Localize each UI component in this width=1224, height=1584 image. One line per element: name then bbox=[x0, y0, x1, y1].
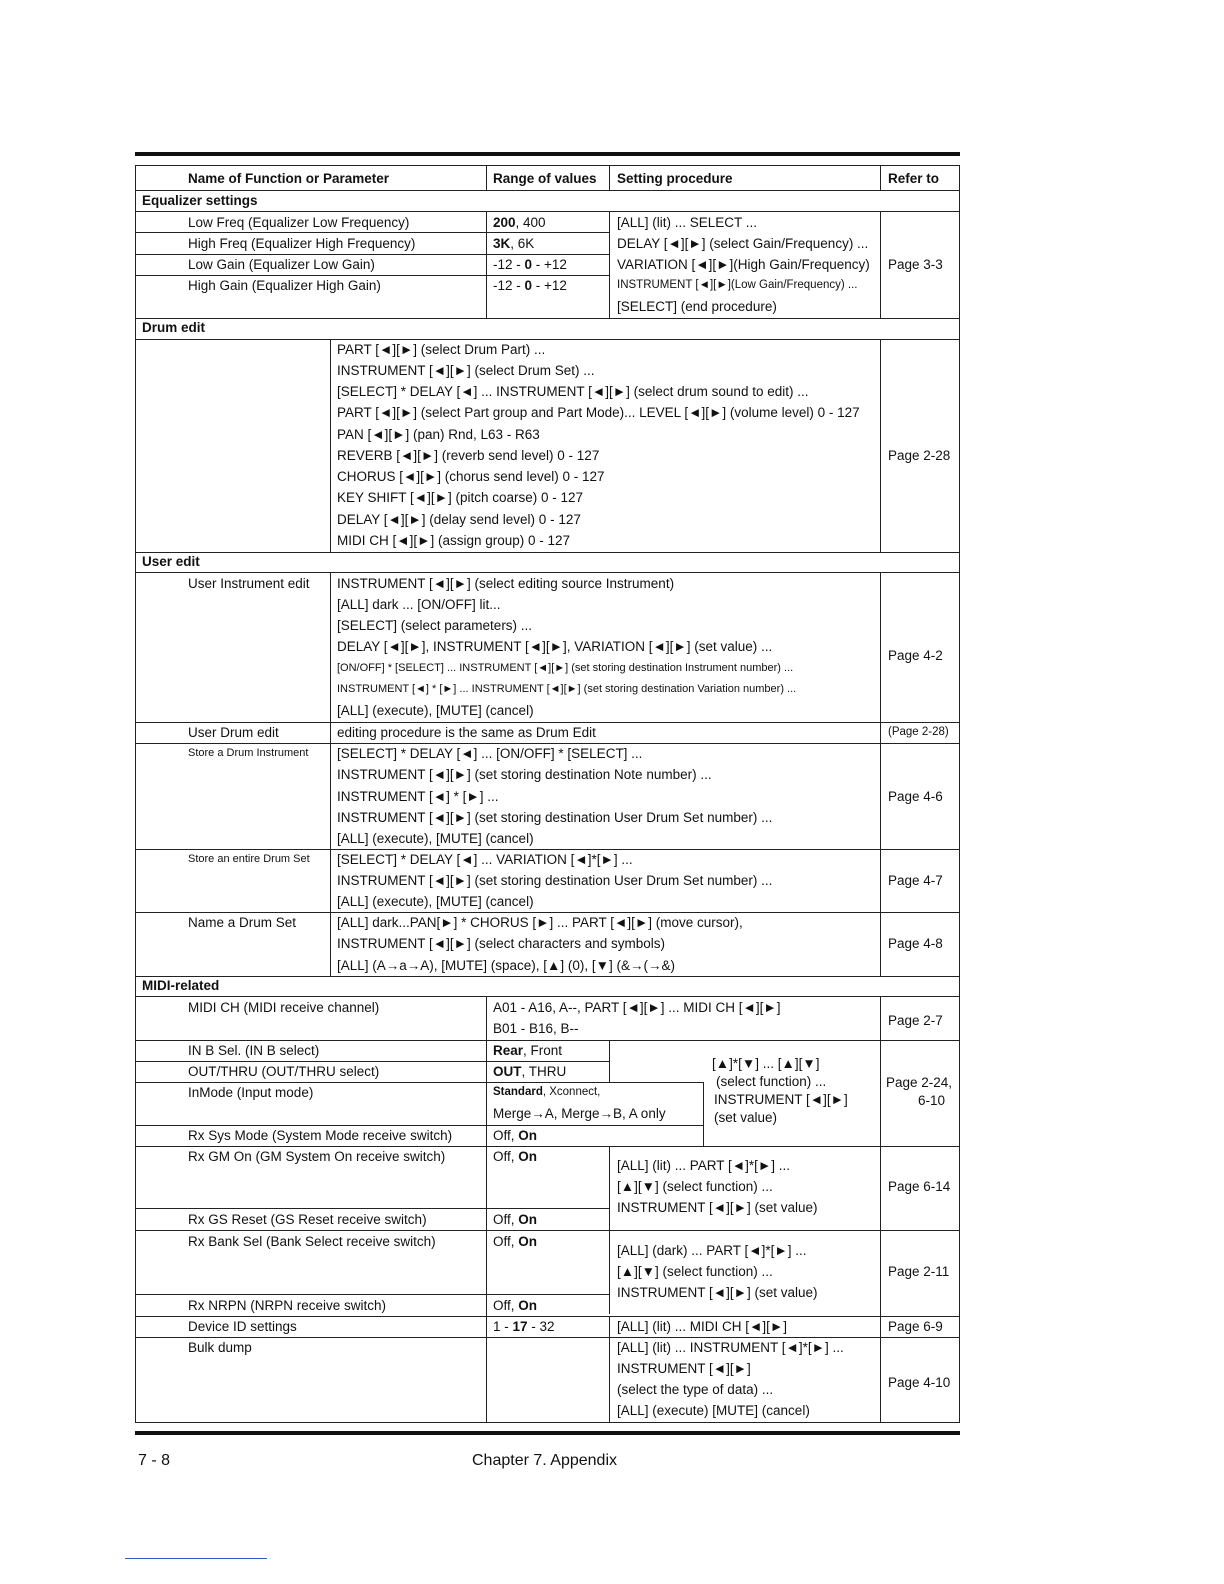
eq-setting-2: DELAY [◄][►] (select Gain/Frequency) ... bbox=[617, 236, 869, 251]
chapter-title: Chapter 7. Appendix bbox=[472, 1452, 617, 1469]
midi-ch-line-2: B01 - B16, B-- bbox=[493, 1021, 579, 1036]
rx-bank-name: Rx Bank Sel (Bank Select receive switch) bbox=[188, 1234, 436, 1249]
inmode-range-2: Merge→A, Merge→B, A only bbox=[493, 1106, 666, 1121]
drum-line-5: PAN [◄][►] (pan) Rnd, L63 - R63 bbox=[337, 427, 540, 442]
eq-high-gain-range: -12 - 0 - +12 bbox=[493, 278, 567, 293]
device-id-setting: [ALL] (lit) ... MIDI CH [◄][►] bbox=[617, 1319, 787, 1334]
header-ref: Refer to bbox=[888, 171, 940, 186]
bottom-rule bbox=[135, 1431, 960, 1435]
user-instr-line-3: [SELECT] (select parameters) ... bbox=[337, 618, 533, 633]
eq-high-freq-range: 3K, 6K bbox=[493, 236, 535, 251]
user-instr-line-1: INSTRUMENT [◄][►] (select editing source Instrument) bbox=[337, 576, 675, 591]
group3-setting-3: INSTRUMENT [◄][►] (set value) bbox=[617, 1285, 818, 1300]
group1-ref-1: Page 2-24, bbox=[886, 1075, 953, 1090]
group1-ref-2: 6-10 bbox=[918, 1093, 946, 1108]
eq-high-freq: High Freq (Equalizer High Frequency) bbox=[188, 236, 416, 251]
bulk-name: Bulk dump bbox=[188, 1340, 252, 1355]
group1-setting-1: [▲]*[▼] ... [▲][▼] bbox=[712, 1056, 820, 1071]
device-id-name: Device ID settings bbox=[188, 1319, 297, 1334]
bulk-line-4: [ALL] (execute) [MUTE] (cancel) bbox=[617, 1403, 810, 1418]
drum-line-4: PART [◄][►] (select Part group and Part Mode)... LEVEL [◄][►] (volume level) 0 - 127 bbox=[337, 405, 860, 420]
name-drum-set-line-3: [ALL] (A→a→A), [MUTE] (space), [▲] (0), [▼] (&→(→&) bbox=[337, 958, 676, 973]
drum-line-3: [SELECT] * DELAY [◄] ... INSTRUMENT [◄][►] (select drum sound to edit) ... bbox=[337, 384, 809, 399]
drum-line-10: MIDI CH [◄][►] (assign group) 0 - 127 bbox=[337, 533, 571, 548]
group1-setting-2: (select function) ... bbox=[716, 1074, 827, 1089]
drum-line-8: KEY SHIFT [◄][►] (pitch coarse) 0 - 127 bbox=[337, 490, 584, 505]
rx-gs-name: Rx GS Reset (GS Reset receive switch) bbox=[188, 1212, 427, 1227]
eq-high-gain: High Gain (Equalizer High Gain) bbox=[188, 278, 381, 293]
user-drum-name: User Drum edit bbox=[188, 725, 279, 740]
drum-ref: Page 2-28 bbox=[888, 448, 951, 463]
rx-gm-range: Off, On bbox=[493, 1149, 538, 1164]
user-instr-line-7: [ALL] (execute), [MUTE] (cancel) bbox=[337, 703, 534, 718]
rx-sys-name: Rx Sys Mode (System Mode receive switch) bbox=[188, 1128, 453, 1143]
section-equalizer: Equalizer settings bbox=[142, 193, 258, 208]
rx-gm-name: Rx GM On (GM System On receive switch) bbox=[188, 1149, 446, 1164]
inmode-name: InMode (Input mode) bbox=[188, 1085, 314, 1100]
drum-line-7: CHORUS [◄][►] (chorus send level) 0 - 127 bbox=[337, 469, 605, 484]
out-thru-name: OUT/THRU (OUT/THRU select) bbox=[188, 1064, 380, 1079]
group1-setting-3: INSTRUMENT [◄][►] bbox=[714, 1092, 848, 1107]
bulk-line-1: [ALL] (lit) ... INSTRUMENT [◄]*[►] ... bbox=[617, 1340, 844, 1355]
header-setting: Setting procedure bbox=[617, 171, 733, 186]
bulk-line-3: (select the type of data) ... bbox=[617, 1382, 774, 1397]
name-drum-set-line-2: INSTRUMENT [◄][►] (select characters and symbols) bbox=[337, 936, 666, 951]
drum-line-9: DELAY [◄][►] (delay send level) 0 - 127 bbox=[337, 512, 581, 527]
store-drum-instr-line-2: INSTRUMENT [◄][►] (set storing destination Note number) ... bbox=[337, 767, 712, 782]
store-drum-instr-line-4: INSTRUMENT [◄][►] (set storing destination User Drum Set number) ... bbox=[337, 810, 773, 825]
section-user-edit: User edit bbox=[142, 554, 200, 569]
out-thru-range: OUT, THRU bbox=[493, 1064, 567, 1079]
drum-line-2: INSTRUMENT [◄][►] (select Drum Set) ... bbox=[337, 363, 595, 378]
group3-setting-2: [▲][▼] (select function) ... bbox=[617, 1264, 773, 1279]
store-drum-set-line-3: [ALL] (execute), [MUTE] (cancel) bbox=[337, 894, 534, 909]
midi-ch-line-1: A01 - A16, A--, PART [◄][►] ... MIDI CH [◄][►] bbox=[493, 1000, 781, 1015]
bulk-ref: Page 4-10 bbox=[888, 1375, 951, 1390]
rx-sys-range: Off, On bbox=[493, 1128, 538, 1143]
bottom-link-line bbox=[125, 1558, 267, 1559]
drum-line-6: REVERB [◄][►] (reverb send level) 0 - 127 bbox=[337, 448, 600, 463]
rx-gs-range: Off, On bbox=[493, 1212, 538, 1227]
inmode-range: Standard, Xconnect, bbox=[493, 1086, 601, 1098]
header-range: Range of values bbox=[493, 171, 597, 186]
midi-ch-name: MIDI CH (MIDI receive channel) bbox=[188, 1000, 380, 1015]
user-instr-line-5: [ON/OFF] * [SELECT] ... INSTRUMENT [◄][►] (set storing destination Instrument number) ... bbox=[337, 662, 794, 674]
eq-setting-4: INSTRUMENT [◄][►](Low Gain/Frequency) ... bbox=[617, 279, 858, 291]
eq-setting-3: VARIATION [◄][►](High Gain/Frequency) bbox=[617, 257, 870, 272]
eq-low-freq-range: 200, 400 bbox=[493, 215, 546, 230]
store-drum-instrument-name: Store a Drum Instrument bbox=[188, 747, 309, 759]
user-instrument-name: User Instrument edit bbox=[188, 576, 310, 591]
group2-setting-3: INSTRUMENT [◄][►] (set value) bbox=[617, 1200, 818, 1215]
user-instr-line-6: INSTRUMENT [◄] * [►] ... INSTRUMENT [◄][►] (set storing destination Variation number) ... bbox=[337, 683, 797, 695]
store-drum-set-line-1: [SELECT] * DELAY [◄] ... VARIATION [◄]*[►] ... bbox=[337, 852, 633, 867]
eq-ref: Page 3-3 bbox=[888, 257, 943, 272]
group1-setting-4: (set value) bbox=[714, 1110, 778, 1125]
rx-bank-range: Off, On bbox=[493, 1234, 538, 1249]
eq-low-gain: Low Gain (Equalizer Low Gain) bbox=[188, 257, 375, 272]
store-drum-instr-ref: Page 4-6 bbox=[888, 789, 943, 804]
user-instr-ref: Page 4-2 bbox=[888, 648, 943, 663]
name-drum-set-name: Name a Drum Set bbox=[188, 915, 297, 930]
eq-setting-1: [ALL] (lit) ... SELECT ... bbox=[617, 215, 758, 230]
device-id-range: 1 - 17 - 32 bbox=[493, 1319, 555, 1334]
top-rule bbox=[135, 152, 960, 156]
name-drum-set-ref: Page 4-8 bbox=[888, 936, 943, 951]
eq-setting-5: [SELECT] (end procedure) bbox=[617, 299, 777, 314]
rx-nrpn-range: Off, On bbox=[493, 1298, 538, 1313]
group2-setting-1: [ALL] (lit) ... PART [◄]*[►] ... bbox=[617, 1158, 791, 1173]
group3-setting-1: [ALL] (dark) ... PART [◄]*[►] ... bbox=[617, 1243, 807, 1258]
store-drum-set-line-2: INSTRUMENT [◄][►] (set storing destination User Drum Set number) ... bbox=[337, 873, 773, 888]
store-drum-instr-line-3: INSTRUMENT [◄] * [►] ... bbox=[337, 789, 499, 804]
bulk-line-2: INSTRUMENT [◄][►] bbox=[617, 1361, 751, 1376]
eq-low-gain-range: -12 - 0 - +12 bbox=[493, 257, 567, 272]
store-drum-set-name: Store an entire Drum Set bbox=[188, 853, 310, 865]
name-drum-set-line-1: [ALL] dark...PAN[►] * CHORUS [►] ... PART [◄][►] (move cursor), bbox=[337, 915, 743, 930]
user-drum-ref: (Page 2-28) bbox=[888, 726, 949, 738]
header-name: Name of Function or Parameter bbox=[188, 171, 390, 186]
eq-low-freq: Low Freq (Equalizer Low Frequency) bbox=[188, 215, 410, 230]
group2-setting-2: [▲][▼] (select function) ... bbox=[617, 1179, 773, 1194]
midi-ch-ref: Page 2-7 bbox=[888, 1013, 943, 1028]
user-drum-line: editing procedure is the same as Drum Edit bbox=[337, 725, 596, 740]
group2-ref: Page 6-14 bbox=[888, 1179, 951, 1194]
device-id-ref: Page 6-9 bbox=[888, 1319, 943, 1334]
in-b-name: IN B Sel. (IN B select) bbox=[188, 1043, 320, 1058]
store-drum-set-ref: Page 4-7 bbox=[888, 873, 943, 888]
store-drum-instr-line-5: [ALL] (execute), [MUTE] (cancel) bbox=[337, 831, 534, 846]
page-number: 7 - 8 bbox=[138, 1452, 171, 1469]
section-midi: MIDI-related bbox=[142, 978, 220, 993]
user-instr-line-4: DELAY [◄][►], INSTRUMENT [◄][►], VARIATION [◄][►] (set value) ... bbox=[337, 639, 773, 654]
drum-line-1: PART [◄][►] (select Drum Part) ... bbox=[337, 342, 546, 357]
store-drum-instr-line-1: [SELECT] * DELAY [◄] ... [ON/OFF] * [SELECT] ... bbox=[337, 746, 643, 761]
in-b-range: Rear, Front bbox=[493, 1043, 563, 1058]
rx-nrpn-name: Rx NRPN (NRPN receive switch) bbox=[188, 1298, 387, 1313]
group3-ref: Page 2-11 bbox=[888, 1264, 950, 1279]
section-drum-edit: Drum edit bbox=[142, 320, 206, 335]
user-instr-line-2: [ALL] dark ... [ON/OFF] lit... bbox=[337, 597, 501, 612]
